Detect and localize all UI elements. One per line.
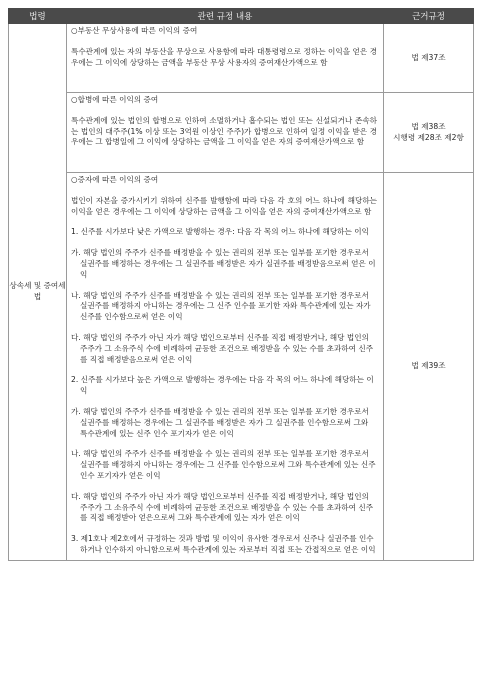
- list-item: 다. 해당 법인의 주주가 아닌 자가 해당 법인으로부터 신주를 직접 배정받거나, 해당 법인의 주주가 그 소유주식 수에 비례하여 균등한 조건으로 배정받을 수 있는 수를 초과하여 신주를 직접 배정받아 얻은으로써 그와 특수관계에 있는 자가 얻은 이익: [71, 491, 374, 523]
- section-paragraph: 특수관계에 있는 법인의 합병으로 인하여 소멸하거나 흡수되는 법인 또는 신설되거나 존속하는 법인의 대주주(1% 이상 또는 3억원 이상인 주주)가 합병으로 인하여 일정 이익을 받은 경우에는 그 합병일에 그 이익에 상당하는 금액을 그 이익을 얻은 자의 증여재산가액으로 함: [71, 115, 377, 147]
- regulation-table: [8, 8, 474, 561]
- law-name-cell: 상속세 및 증여세법: [9, 24, 67, 561]
- list-item: 나. 해당 법인의 주주가 신주를 배정받을 수 있는 권리의 전부 또는 일부를 포기한 경우로서 실권주를 배정하지 아니하는 경우에는 그 신주를 인수함으로써 그와 특수관계에 있는 신주 인수 포기자가 얻은 이익: [71, 449, 376, 480]
- section-title: ○증자에 따른 이익의 증여: [71, 175, 159, 184]
- header-basis: 근거규정: [384, 9, 474, 24]
- basis-cell: [384, 93, 474, 173]
- basis-ref: 법 제39조: [411, 360, 446, 370]
- basis-ref: 법 제38조: [411, 121, 446, 131]
- table-row: [9, 93, 474, 173]
- content-cell: [67, 93, 384, 173]
- header-law: 법령: [9, 9, 67, 24]
- basis-cell: [384, 24, 474, 93]
- basis-ref: 시행령 제28조 제2항: [393, 132, 464, 142]
- basis-cell: [384, 173, 474, 561]
- list-item: 가. 해당 법인의 주주가 신주를 배정받을 수 있는 권리의 전부 또는 일부를 포기한 경우로서 실권주를 배정하는 경우에는 그 실권주를 배정받은 자가 실권주를 배정받음으로써 얻은 이익: [71, 248, 376, 279]
- content-cell: [67, 173, 384, 561]
- section-paragraph: 특수관계에 있는 자의 부동산을 무상으로 사용함에 따라 대통령령으로 정하는 이익을 얻은 경우에는 그 이익에 상당하는 금액을 부동산 무상 사용자의 증여재산가액으로 함: [71, 46, 377, 67]
- list-item: 3. 제1호나 제2호에서 규정하는 것과 방법 및 이익이 유사한 경우로서 신주나 실권주를 인수하거나 인수하지 아니함으로써 특수관계에 있는 자로부터 직접 또는 간접적으로 얻은 이익: [71, 534, 376, 554]
- table-row: [9, 24, 474, 93]
- table-row: [9, 173, 474, 561]
- list-item: 1. 신주를 시가보다 낮은 가액으로 발행하는 경우: 다음 각 목의 어느 하나에 해당하는 이익: [71, 227, 369, 237]
- section-title: ○부동산 무상사용에 따른 이익의 증여: [71, 26, 198, 35]
- list-item: 나. 해당 법인의 주주가 신주를 배정받을 수 있는 권리의 전부 또는 일부를 포기한 경우로서 실권주를 배정하지 아니하는 경우에는 그 신주 인수를 포기한 자와 특수관계에 있는 자가 신주를 인수함으로써 얻은 이익: [71, 290, 371, 322]
- header-content: 관련 규정 내용: [67, 9, 384, 24]
- basis-ref: 법 제37조: [411, 52, 446, 62]
- list-item: 2. 신주를 시가보다 높은 가액으로 발행하는 경우에는 다음 각 목의 어느 하나에 해당하는 이익: [71, 375, 374, 396]
- content-cell: [67, 24, 384, 93]
- section-intro: 법인이 자본을 증가시키기 위하여 신주를 발행함에 따라 다음 각 호의 어느 하나에 해당하는 이익을 얻은 경우에는 그 이익에 상당하는 금액을 그 이익을 얻은 자의 증여재산가액으로 함: [71, 195, 377, 216]
- table-header-row: [9, 9, 474, 24]
- list-item: 다. 해당 법인의 주주가 아닌 자가 해당 법인으로부터 신주를 직접 배정받거나, 해당 법인의 주주가 그 소유주식 수에 비례하여 균등한 조건으로 배정받을 수 있는 수를 초과하여 신주를 직접 배정받음으로써 얻은 이익: [71, 332, 374, 364]
- section-title: ○합병에 따른 이익의 증여: [71, 95, 159, 104]
- list-item: 가. 해당 법인의 주주가 신주를 배정받을 수 있는 권리의 전부 또는 일부를 포기한 경우로서 실권주를 배정하는 경우에는 그 실권주를 배정받은 자가 그 실권주를 인수함으로써 그와 특수관계에 있는 신주 인수 포기자가 얻은 이익: [71, 406, 369, 438]
